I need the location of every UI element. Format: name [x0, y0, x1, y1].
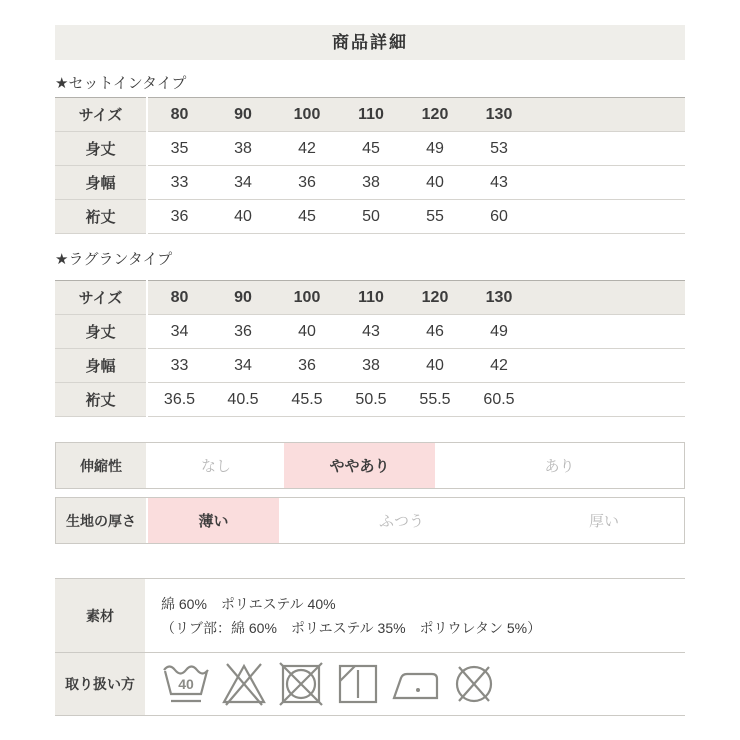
- cell: 53: [467, 132, 531, 166]
- care-label: 取り扱い方: [55, 653, 147, 715]
- cell: 49: [467, 315, 531, 349]
- col-header-120: 120: [403, 281, 467, 315]
- row-label: 身丈: [55, 132, 147, 166]
- table-row: [55, 166, 685, 200]
- svg-text:40: 40: [178, 676, 194, 692]
- thickness-option-thick: 厚い: [588, 513, 619, 530]
- cell: 34: [147, 315, 211, 349]
- cell: 40: [403, 349, 467, 383]
- material-label: 素材: [55, 579, 147, 652]
- table-header-row: [55, 281, 685, 315]
- cell: 40: [275, 315, 339, 349]
- cell: 33: [147, 349, 211, 383]
- material-line-1: 綿 60% ポリエステル 40%: [161, 595, 336, 612]
- material-line-2: （リブ部：綿 60% ポリエステル 35% ポリウレタン 5%）: [161, 619, 542, 636]
- col-header-80: 80: [147, 98, 211, 132]
- col-header-130: 130: [467, 98, 531, 132]
- cell: 45: [275, 200, 339, 234]
- cell: 50: [339, 200, 403, 234]
- cell: 60: [467, 200, 531, 234]
- cell: 38: [339, 349, 403, 383]
- setin-type-label: ★セットインタイプ: [55, 75, 187, 92]
- cell: 40.5: [211, 383, 275, 417]
- filler-cell: [531, 281, 685, 315]
- cell: 45: [339, 132, 403, 166]
- cell: 42: [467, 349, 531, 383]
- thickness-option-normal: ふつう: [378, 513, 424, 530]
- material-text: [147, 579, 685, 652]
- cell: 36.5: [147, 383, 211, 417]
- stretch-label: 伸縮性: [56, 443, 148, 488]
- do-not-tumble-dry-icon: [277, 661, 325, 707]
- col-header-90: 90: [211, 281, 275, 315]
- cell: 34: [211, 349, 275, 383]
- stretch-row: [55, 442, 685, 489]
- row-label: 身丈: [55, 315, 147, 349]
- table-row: [55, 315, 685, 349]
- raglan-type-label: ★ラグランタイプ: [55, 251, 173, 268]
- cell: 46: [403, 315, 467, 349]
- table-row: [55, 349, 685, 383]
- stretch-option-none: なし: [200, 458, 231, 475]
- cell: 33: [147, 166, 211, 200]
- col-header-120: 120: [403, 98, 467, 132]
- table-row: [55, 132, 685, 166]
- col-header-size: サイズ: [55, 281, 147, 315]
- thickness-option-thin: 薄い: [148, 498, 279, 543]
- setin-size-table: [55, 97, 685, 234]
- col-header-size: サイズ: [55, 98, 147, 132]
- cell: 36: [275, 166, 339, 200]
- cell: 43: [339, 315, 403, 349]
- filler-cell: [531, 166, 685, 200]
- cell: 36: [275, 349, 339, 383]
- cell: 36: [211, 315, 275, 349]
- cell: 38: [339, 166, 403, 200]
- filler-cell: [531, 315, 685, 349]
- row-label: 裄丈: [55, 200, 147, 234]
- cell: 55.5: [403, 383, 467, 417]
- cell: 38: [211, 132, 275, 166]
- cell: 55: [403, 200, 467, 234]
- material-row: [55, 579, 685, 652]
- do-not-bleach-icon: [220, 661, 268, 707]
- cell: 40: [211, 200, 275, 234]
- col-header-130: 130: [467, 281, 531, 315]
- row-label: 裄丈: [55, 383, 147, 417]
- raglan-size-table: [55, 280, 685, 417]
- cell: 42: [275, 132, 339, 166]
- col-header-110: 110: [339, 98, 403, 132]
- row-label: 身幅: [55, 166, 147, 200]
- filler-cell: [531, 349, 685, 383]
- thickness-row: [55, 497, 685, 544]
- wash-40-gentle-icon: [161, 661, 211, 707]
- iron-low-icon: [391, 661, 441, 707]
- stretch-option-yes: あり: [544, 458, 575, 475]
- cell: 40: [403, 166, 467, 200]
- filler-cell: [531, 383, 685, 417]
- filler-cell: [531, 98, 685, 132]
- page-title: 商品詳細: [55, 25, 685, 60]
- hang-dry-in-shade-icon: [334, 661, 382, 707]
- table-row: [55, 200, 685, 234]
- cell: 60.5: [467, 383, 531, 417]
- col-header-110: 110: [339, 281, 403, 315]
- cell: 50.5: [339, 383, 403, 417]
- cell: 34: [211, 166, 275, 200]
- cell: 45.5: [275, 383, 339, 417]
- table-header-row: [55, 98, 685, 132]
- cell: 35: [147, 132, 211, 166]
- col-header-80: 80: [147, 281, 211, 315]
- col-header-100: 100: [275, 281, 339, 315]
- thickness-label: 生地の厚さ: [56, 498, 148, 543]
- cell: 49: [403, 132, 467, 166]
- filler-cell: [531, 200, 685, 234]
- do-not-dry-clean-icon: [450, 661, 498, 707]
- cell: 43: [467, 166, 531, 200]
- col-header-90: 90: [211, 98, 275, 132]
- cell: 36: [147, 200, 211, 234]
- col-header-100: 100: [275, 98, 339, 132]
- care-icons: [147, 653, 685, 715]
- care-row: [55, 652, 685, 715]
- filler-cell: [531, 132, 685, 166]
- material-care-table: [55, 578, 685, 716]
- stretch-option-slight: ややあり: [284, 443, 435, 488]
- table-row: [55, 383, 685, 417]
- row-label: 身幅: [55, 349, 147, 383]
